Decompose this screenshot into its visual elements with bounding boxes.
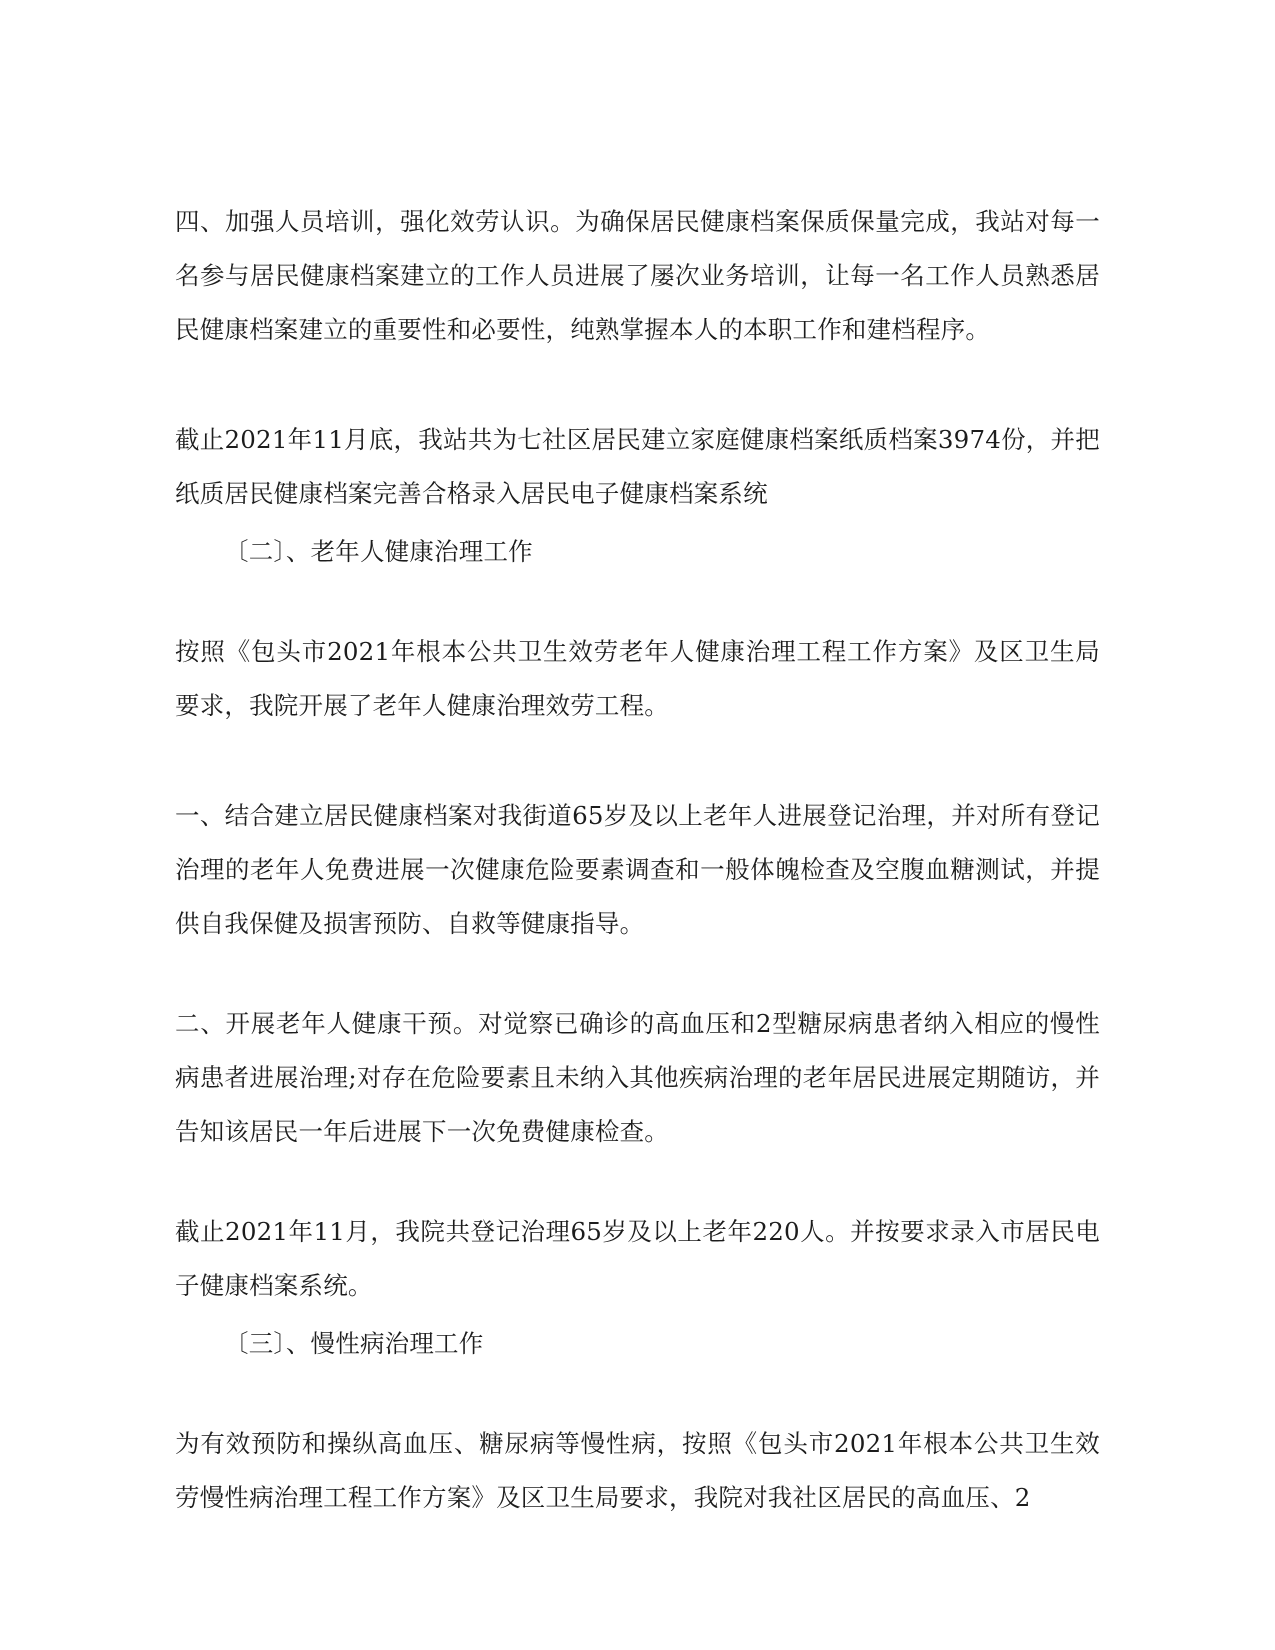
paragraph-archive-count: 截止2021年11月底，我站共为七社区居民建立家庭健康档案纸质档案3974份，并把纸质居民健康档案完善合格录入居民电子健康档案系统 (175, 425, 1100, 508)
paragraph-spacer (175, 763, 1100, 789)
paragraph-spacer (175, 1189, 1100, 1205)
paragraph-spacer (175, 609, 1100, 625)
paragraph-chronic-disease-basis: 为有效预防和操纵高血压、糖尿病等慢性病，按照《包头市2021年根本公共卫生效劳慢性病治理工程工作方案》及区卫生局要求，我院对我社区居民的高血压、2 (175, 1429, 1100, 1512)
heading-chronic-disease-management: 〔三〕、慢性病治理工作 (224, 1329, 484, 1358)
paragraph-spacer (175, 387, 1100, 413)
paragraph-item-one-registration: 一、结合建立居民健康档案对我街道65岁及以上老年人进展登记治理，并对所有登记治理的老年人免费进展一次健康危险要素调查和一般体魄检查及空腹血糖测试，并提供自我保健及损害预防、自救等健康指导。 (175, 801, 1100, 938)
paragraph-spacer (175, 1401, 1100, 1417)
document-body (175, 195, 1100, 1525)
paragraph-elderly-count: 截止2021年11月，我院共登记治理65岁及以上老年220人。并按要求录入市居民电子健康档案系统。 (175, 1217, 1100, 1300)
heading-elderly-health-management: 〔二〕、老年人健康治理工作 (224, 537, 533, 566)
paragraph-spacer (175, 981, 1100, 997)
paragraph-item-two-intervention: 二、开展老年人健康干预。对觉察已确诊的高血压和2型糖尿病患者纳入相应的慢性病患者进展治理;对存在危险要素且未纳入其他疾病治理的老年居民进展定期随访，并告知该居民一年后进展下一次免费健康检查。 (175, 1009, 1100, 1146)
paragraph-staff-training: 四、加强人员培训，强化效劳认识。为确保居民健康档案保质保量完成，我站对每一名参与居民健康档案建立的工作人员进展了屡次业务培训，让每一名工作人员熟悉居民健康档案建立的重要性和必要性，纯熟掌握本人的本职工作和建档程序。 (175, 207, 1100, 344)
paragraph-elderly-program-basis: 按照《包头市2021年根本公共卫生效劳老年人健康治理工程工作方案》及区卫生局要求，我院开展了老年人健康治理效劳工程。 (175, 637, 1100, 720)
